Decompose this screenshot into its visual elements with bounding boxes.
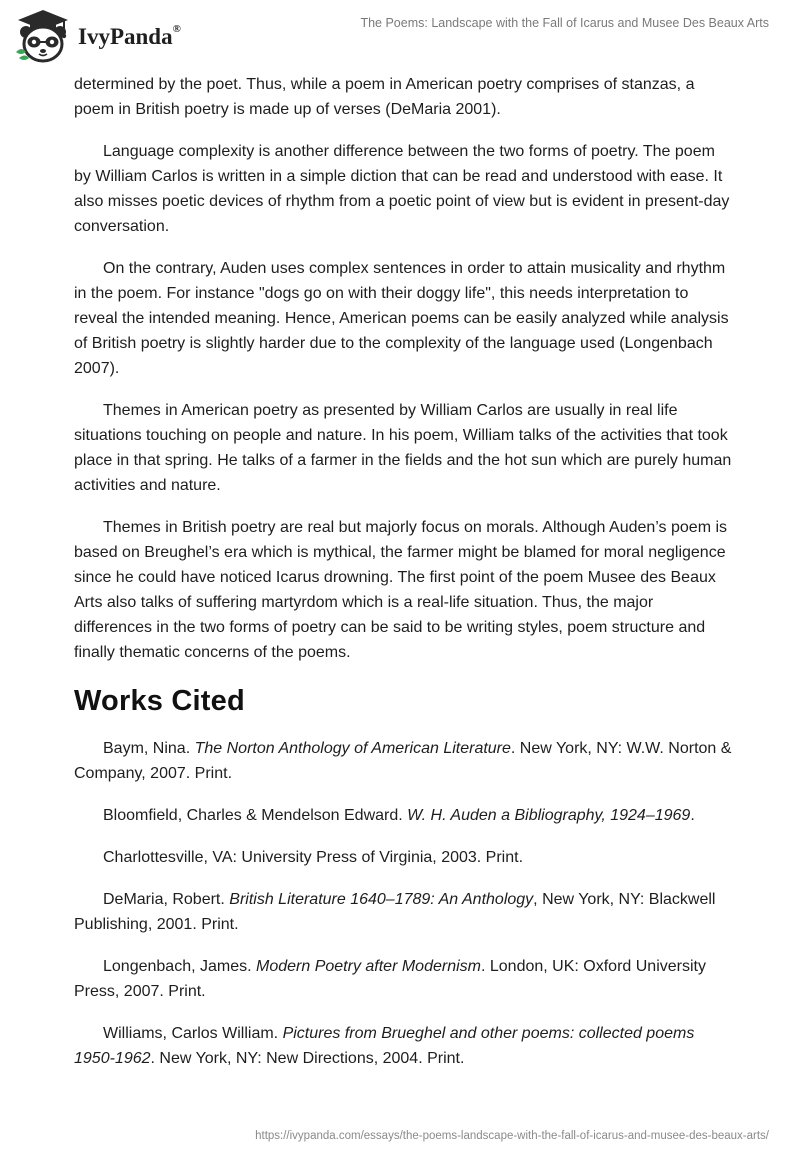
reference-item: Williams, Carlos William. Pictures from Brueghel and other poems: collected poems 1950-1962. New York, NY: New Directions, 2004. Print. (74, 1025, 695, 1067)
works-cited-heading: Works Cited (74, 685, 245, 717)
brand-logo[interactable] (14, 8, 181, 64)
works-cited-list (74, 736, 734, 1071)
essay-content (74, 72, 734, 1088)
paragraph: On the contrary, Auden uses complex sentences in order to attain musicality and rhythm in the poem. For instance "dogs go on with their doggy life", this needs interpretation to reveal the intended meaning. Hence, American poems can be easily analyzed while analysis of British poetry is slightly harder due to the complexity of the language used (Longenbach 2007). (74, 260, 729, 377)
paragraph: Themes in British poetry are real but majorly focus on morals. Although Auden’s poem is based on Breughel’s era which is mythical, the farmer might be blamed for moral negligence since he could have noticed Icarus drowning. The first point of the poem Musee des Beaux Arts also talks of suffering martyrdom which is a real-life situation. Thus, the major differences in the two forms of poetry can be said to be writing styles, poem structure and finally thematic concerns of the poems. (74, 519, 728, 661)
reference-item: Longenbach, James. Modern Poetry after Modernism. London, UK: Oxford University Press, 2007. Print. (74, 958, 706, 1000)
panda-graduate-icon (14, 8, 72, 64)
reference-item: DeMaria, Robert. British Literature 1640–1789: An Anthology, New York, NY: Blackwell Publishing, 2001. Print. (74, 891, 716, 933)
source-url-link[interactable]: https://ivypanda.com/essays/the-poems-landscape-with-the-fall-of-icarus-and-musee-des-beaux-arts/ (255, 1130, 769, 1142)
document-title: The Poems: Landscape with the Fall of Icarus and Musee Des Beaux Arts (360, 16, 769, 30)
paragraph: Themes in American poetry as presented by William Carlos are usually in real life situations touching on people and nature. In his poem, William talks of the activities that took place in that spring. He talks of a farmer in the fields and the hot sun which are purely human activities and nature. (74, 402, 732, 494)
reference-item: Charlottesville, VA: University Press of Virginia, 2003. Print. (103, 849, 524, 866)
reference-item: Baym, Nina. The Norton Anthology of American Literature. New York, NY: W.W. Norton & Company, 2007. Print. (74, 740, 732, 782)
page-header (0, 0, 800, 70)
paragraph: determined by the poet. Thus, while a poem in American poetry comprises of stanzas, a poem in British poetry is made up of verses (DeMaria 2001). (74, 76, 695, 118)
reference-item: Bloomfield, Charles & Mendelson Edward. W. H. Auden a Bibliography, 1924–1969. (103, 807, 695, 824)
brand-name: IvyPanda® (78, 23, 181, 49)
paragraph: Language complexity is another difference between the two forms of poetry. The poem by William Carlos is written in a simple diction that can be read and understood with ease. It also misses poetic devices of rhythm from a poetic point of view but is evident in present-day conversation. (74, 143, 730, 235)
